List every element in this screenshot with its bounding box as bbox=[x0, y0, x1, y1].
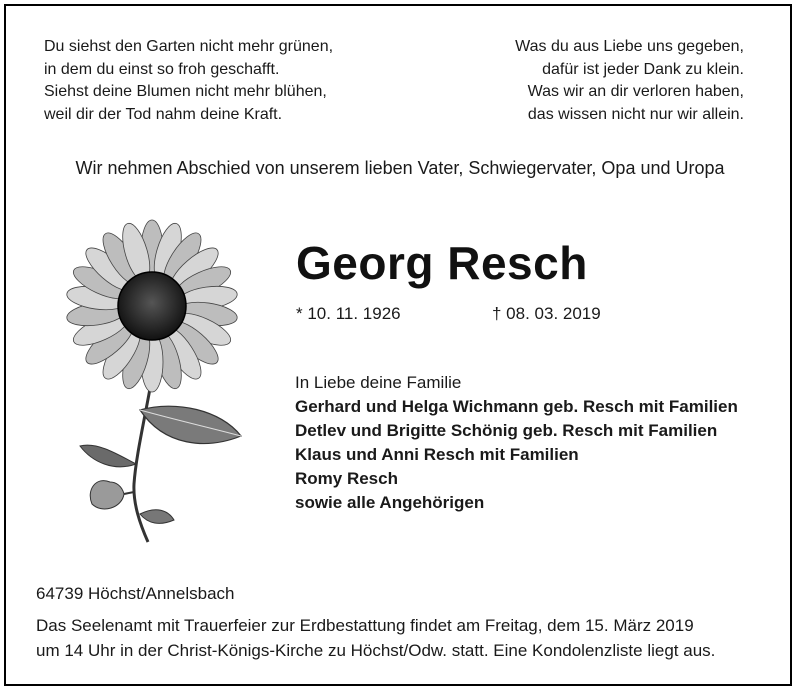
family-heading: In Liebe deine Familie bbox=[295, 373, 462, 392]
family-member: Klaus und Anni Resch mit Familien bbox=[295, 445, 579, 464]
family-list bbox=[295, 371, 738, 515]
family-member: sowie alle Angehörigen bbox=[295, 493, 485, 512]
poem-line: Siehst deine Blumen nicht mehr blühen, bbox=[44, 83, 327, 100]
family-member: Gerhard und Helga Wichmann geb. Resch mit Familien bbox=[295, 397, 738, 416]
poem-left bbox=[44, 36, 333, 126]
sunflower-illustration bbox=[36, 214, 258, 550]
deceased-name: Georg Resch bbox=[296, 237, 588, 289]
poem-line: weil dir der Tod nahm deine Kraft. bbox=[44, 105, 283, 123]
farewell-intro: Wir nehmen Abschied von unserem lieben Vater, Schwiegervater, Opa und Uropa bbox=[75, 158, 725, 178]
death-date: † 08. 03. 2019 bbox=[492, 304, 601, 323]
poem-line: in dem du einst so froh geschafft. bbox=[44, 60, 280, 78]
funeral-notice bbox=[36, 613, 715, 663]
poem-right bbox=[515, 36, 744, 126]
location-line: 64739 Höchst/Annelsbach bbox=[36, 584, 235, 603]
poem-line: dafür ist jeder Dank zu klein. bbox=[542, 60, 744, 78]
poem-line: Was wir an dir verloren haben, bbox=[527, 83, 744, 100]
birth-date: * 10. 11. 1926 bbox=[296, 304, 401, 323]
family-member: Romy Resch bbox=[295, 469, 398, 488]
notice-line: um 14 Uhr in der Christ-Königs-Kirche zu Höchst/Odw. statt. Eine Kondolenzliste liegt aus. bbox=[36, 641, 716, 660]
poem-line: Du siehst den Garten nicht mehr grünen, bbox=[44, 38, 334, 55]
notice-line: Das Seelenamt mit Trauerfeier zur Erdbestattung findet am Freitag, dem 15. März 2019 bbox=[36, 616, 694, 635]
family-member: Detlev und Brigitte Schönig geb. Resch mit Familien bbox=[295, 421, 718, 440]
poem-line: das wissen nicht nur wir allein. bbox=[527, 105, 744, 123]
poem-line: Was du aus Liebe uns gegeben, bbox=[515, 38, 744, 55]
